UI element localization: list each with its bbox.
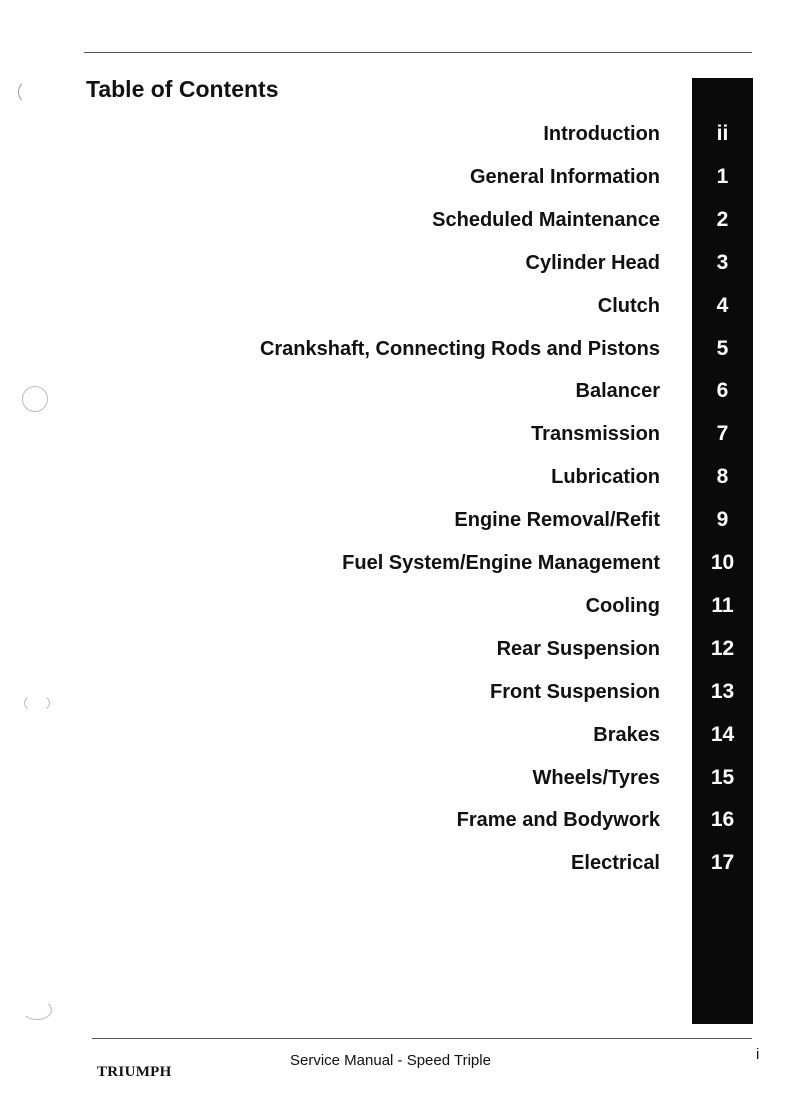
logo-text: TRIUMPH bbox=[97, 1064, 172, 1080]
toc-entry-label: Scheduled Maintenance bbox=[432, 208, 660, 231]
toc-entry-label: Frame and Bodywork bbox=[456, 809, 660, 832]
toc-entry-number: 11 bbox=[711, 593, 734, 617]
footer-manual-title: Service Manual - Speed Triple bbox=[290, 1052, 491, 1069]
toc-entry-number: 5 bbox=[716, 336, 729, 360]
bottom-rule bbox=[92, 1038, 752, 1039]
toc-entry-label: Introduction bbox=[543, 123, 660, 145]
toc-entry-number: 12 bbox=[710, 636, 735, 660]
page-title: Table of Contents bbox=[86, 76, 279, 102]
toc-entry-number: 17 bbox=[710, 851, 735, 875]
toc-entry bbox=[0, 376, 800, 406]
toc-entry bbox=[0, 634, 800, 664]
toc-entry-label: Lubrication bbox=[551, 466, 660, 489]
toc-entry-label: Crankshaft, Connecting Rods and Pistons bbox=[259, 337, 660, 360]
toc-entry-label: Transmission bbox=[531, 423, 660, 446]
toc-entry-label: Clutch bbox=[597, 294, 660, 317]
triumph-logo bbox=[96, 1057, 178, 1083]
toc-entry-number: 15 bbox=[710, 765, 735, 789]
toc-entry bbox=[0, 505, 800, 535]
toc-entry-number: 6 bbox=[716, 379, 729, 403]
toc-entry-number: 4 bbox=[716, 293, 729, 317]
toc-entry-number: 13 bbox=[710, 679, 735, 703]
toc-entry-number: 2 bbox=[716, 207, 729, 231]
toc-entry-label: Fuel System/Engine Management bbox=[342, 552, 660, 574]
binder-hole-bottom bbox=[22, 1000, 52, 1020]
toc-entry-label: Cooling bbox=[585, 594, 660, 617]
toc-entry-number: ii bbox=[716, 122, 729, 145]
toc-entry-number: 3 bbox=[716, 250, 729, 274]
toc-entry bbox=[0, 205, 800, 235]
toc-entry-number: 1 bbox=[716, 164, 729, 188]
toc-entry bbox=[0, 548, 800, 578]
toc-entry bbox=[0, 805, 800, 835]
toc-entry bbox=[0, 677, 800, 707]
toc-entry-label: Engine Removal/Refit bbox=[454, 509, 660, 532]
toc-entry bbox=[0, 334, 800, 364]
toc-entry bbox=[0, 591, 800, 621]
toc-entry bbox=[0, 720, 800, 750]
toc-entry-number: 10 bbox=[710, 551, 735, 574]
toc-entry bbox=[0, 419, 800, 449]
toc-entry bbox=[0, 848, 800, 878]
toc-entry bbox=[0, 462, 800, 492]
toc-entry-label: Balancer bbox=[575, 380, 660, 403]
toc-entry-label: Front Suspension bbox=[490, 680, 660, 703]
toc-entry-label: General Information bbox=[469, 165, 660, 188]
toc-entry-number: 14 bbox=[710, 722, 735, 746]
toc-entry bbox=[0, 291, 800, 321]
toc-entry-number: 16 bbox=[710, 808, 735, 832]
toc-entry-number: 8 bbox=[716, 465, 729, 489]
toc-entry-label: Electrical bbox=[571, 852, 660, 875]
page-number: i bbox=[756, 1046, 760, 1063]
toc-entry bbox=[0, 162, 800, 192]
toc-entry-label: Cylinder Head bbox=[525, 251, 660, 274]
toc-entry-label: Rear Suspension bbox=[496, 637, 660, 660]
toc-entry-label: Wheels/Tyres bbox=[532, 766, 660, 789]
toc-entry bbox=[0, 248, 800, 278]
toc-entry-number: 9 bbox=[716, 508, 729, 532]
toc-entry bbox=[0, 763, 800, 793]
toc-entry-number: 7 bbox=[716, 422, 729, 446]
toc-entry bbox=[0, 119, 800, 149]
toc-entry-label: Brakes bbox=[593, 723, 660, 746]
